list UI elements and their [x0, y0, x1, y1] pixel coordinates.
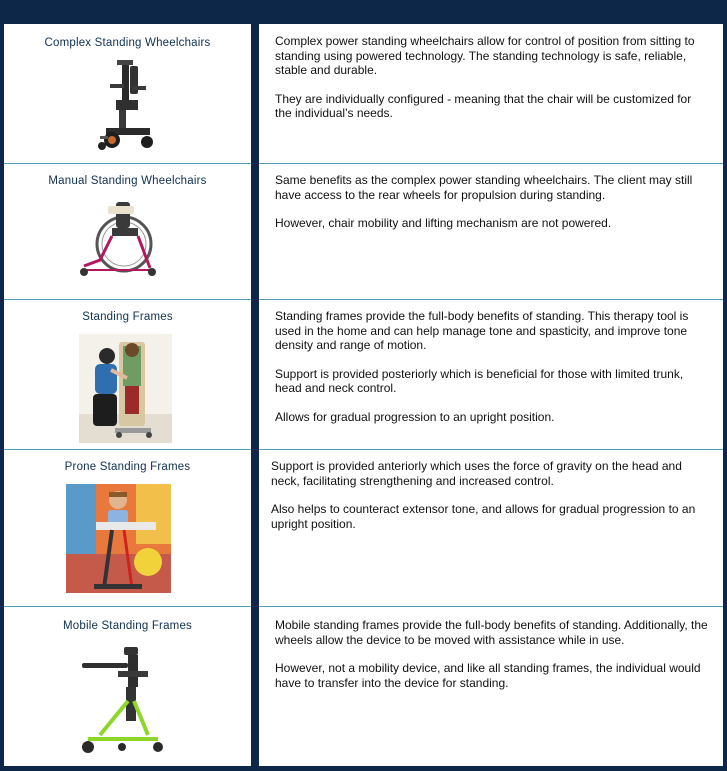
- description-paragraph: Standing frames provide the full-body benefits of standing. This therapy tool is used in the home and can help manage tone and spasticity, and improve tone density and range of motion.: [275, 309, 689, 352]
- standing-frame-photo: [79, 334, 172, 443]
- description-paragraph: However, chair mobility and lifting mechanism are not powered.: [275, 216, 612, 230]
- description-paragraph: Allows for gradual progression to an upright position.: [275, 409, 555, 424]
- row-description: [271, 459, 709, 545]
- description-paragraph: Support is provided posteriorly which is beneficial for those with limited trunk, head and neck control.: [275, 366, 684, 395]
- prone-standing-frame-photo: [66, 484, 171, 593]
- table-row: [4, 24, 251, 164]
- table-row: [259, 164, 723, 300]
- table-row: [259, 24, 723, 164]
- row-title: Standing Frames: [82, 311, 173, 323]
- device-name-column: [4, 24, 251, 766]
- description-paragraph: Support is provided anteriorly which uses the force of gravity on the head and neck, facilitating strengthening and increased control.: [271, 459, 682, 488]
- table-row: [4, 607, 251, 766]
- description-paragraph: However, not a mobility device, and like all standing frames, the individual would have to transfer into the device for standing.: [275, 661, 701, 690]
- table-row: [259, 450, 723, 607]
- manual-standing-wheelchair-image: [72, 198, 162, 280]
- description-paragraph: Mobile standing frames provide the full-body benefits of standing. Additionally, the wheels allow the device to be moved with assistance while in use.: [275, 618, 708, 647]
- table-row: [4, 450, 251, 607]
- row-description: [275, 309, 709, 438]
- table-row: [4, 164, 251, 300]
- description-column: [259, 24, 723, 766]
- table-row: [259, 300, 723, 450]
- description-paragraph: They are individually configured - meaning that the chair will be customized for the individual’s needs.: [275, 91, 692, 120]
- row-description: [275, 173, 709, 245]
- description-paragraph: Also helps to counteract extensor tone, and allows for gradual progression to an upright position.: [271, 502, 696, 531]
- table-row: [4, 300, 251, 450]
- row-description: [275, 34, 709, 135]
- table-row: [259, 607, 723, 766]
- row-title: Manual Standing Wheelchairs: [48, 175, 207, 187]
- row-title: Prone Standing Frames: [64, 461, 191, 473]
- row-title: Mobile Standing Frames: [62, 620, 193, 632]
- description-paragraph: Same benefits as the complex power standing wheelchairs. The client may still have access to the rear wheels for propulsion during standing.: [275, 173, 693, 202]
- row-description: [275, 618, 709, 704]
- mobile-standing-frame-image: [78, 643, 166, 755]
- row-title: Complex Standing Wheelchairs: [44, 37, 211, 49]
- description-paragraph: Complex power standing wheelchairs allow for control of position from sitting to standing using powered technology. The standing technology is safe, reliable, stable and durable.: [275, 34, 695, 77]
- power-standing-wheelchair-image: [92, 56, 162, 152]
